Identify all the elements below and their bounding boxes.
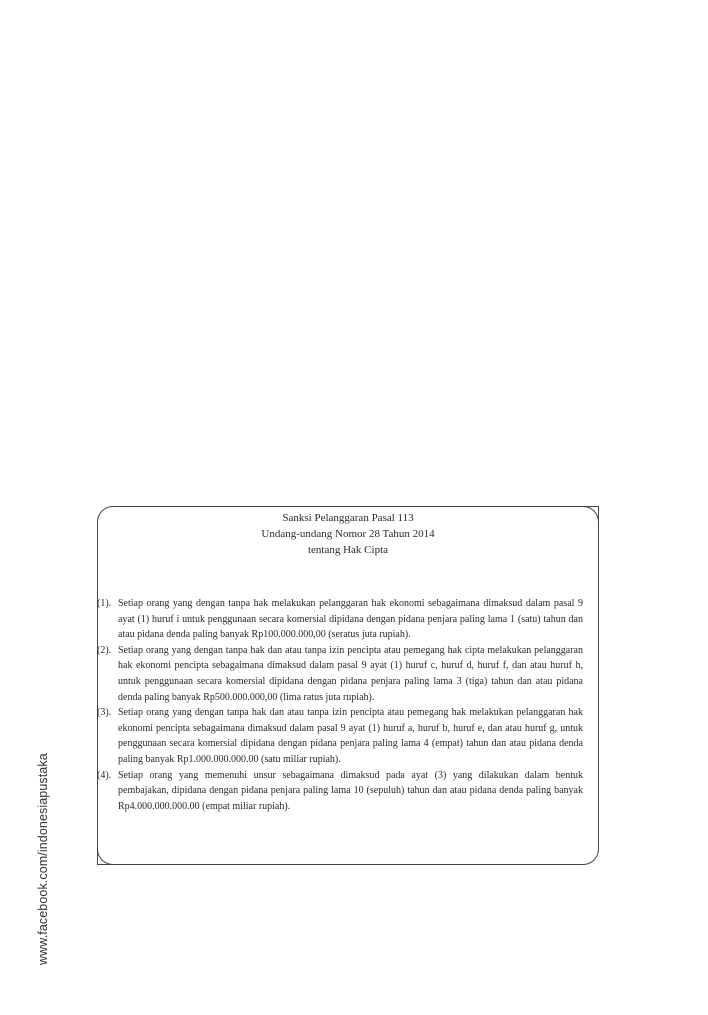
item-text: Setiap orang yang memenuhi unsur sebagaimana dimaksud pada ayat (3) yang dilakukan dalam bentuk pembajakan, dipidana dengan pidana penjara paling lama 10 (sepuluh) tahun dan atau pidana denda paling banyak Rp4.000.000.000.00 (empat miliar rupiah). <box>118 769 583 812</box>
item-number: (4). <box>97 769 112 781</box>
item-number: (3). <box>97 707 112 719</box>
sanction-heading <box>97 510 599 558</box>
item-number: (1). <box>97 598 112 609</box>
list-item <box>97 643 583 705</box>
item-text: Setiap orang yang dengan tanpa hak dan atau tanpa izin pencipta atau pemegang hak melakukan pelanggaran hak ekonomi pencipta sebagaimana dimaksud dalam pasal 9 ayat (1) huruf a, huruf b, huruf e, dan atau huruf g, untuk penggunaan secara komersial dipidana dengan pidana penjara paling lama 4 (empat) tahun dan atau pidana denda paling banyak Rp1.000.000.000.00 (satu miliar rupiah). <box>118 707 583 765</box>
item-number: (2). <box>97 644 112 656</box>
item-text: Setiap orang yang dengan tanpa hak melakukan pelanggaran hak ekonomi sebagaimana dimaksud dalam pasal 9 ayat (1) huruf i untuk penggunaan secara komersial dipidana dengan pidana penjara paling lama 1 (satu) tahun dan atau pidana denda paling banyak Rp100.000.000,00 (seratus juta rupiah). <box>118 598 583 641</box>
item-text: Setiap orang yang dengan tanpa hak dan atau tanpa izin pencipta atau pemegang hak cipta melakukan pelanggaran hak ekonomi pencipta sebagaimana dimaksud dalam pasal 9 ayat (1) huruf c, huruf d, huruf f, dan atau huruf h, untuk penggunaan secara komersial dipidana dengan pidana penjara paling lama 3 (tiga) tahun dan atau pidana denda paling banyak Rp500.000.000,00 (lima ratus juta rupiah). <box>118 644 583 703</box>
list-item <box>97 596 583 643</box>
heading-subject: tentang Hak Cipta <box>307 544 389 556</box>
heading-title: Sanksi Pelanggaran Pasal 113 <box>282 512 414 524</box>
list-item <box>97 705 583 767</box>
sanction-list <box>97 596 583 814</box>
side-url-watermark: www.facebook.com/indonesiapustaka <box>36 753 50 965</box>
heading-law: Undang-undang Nomor 28 Tahun 2014 <box>261 528 435 540</box>
list-item <box>97 768 583 815</box>
